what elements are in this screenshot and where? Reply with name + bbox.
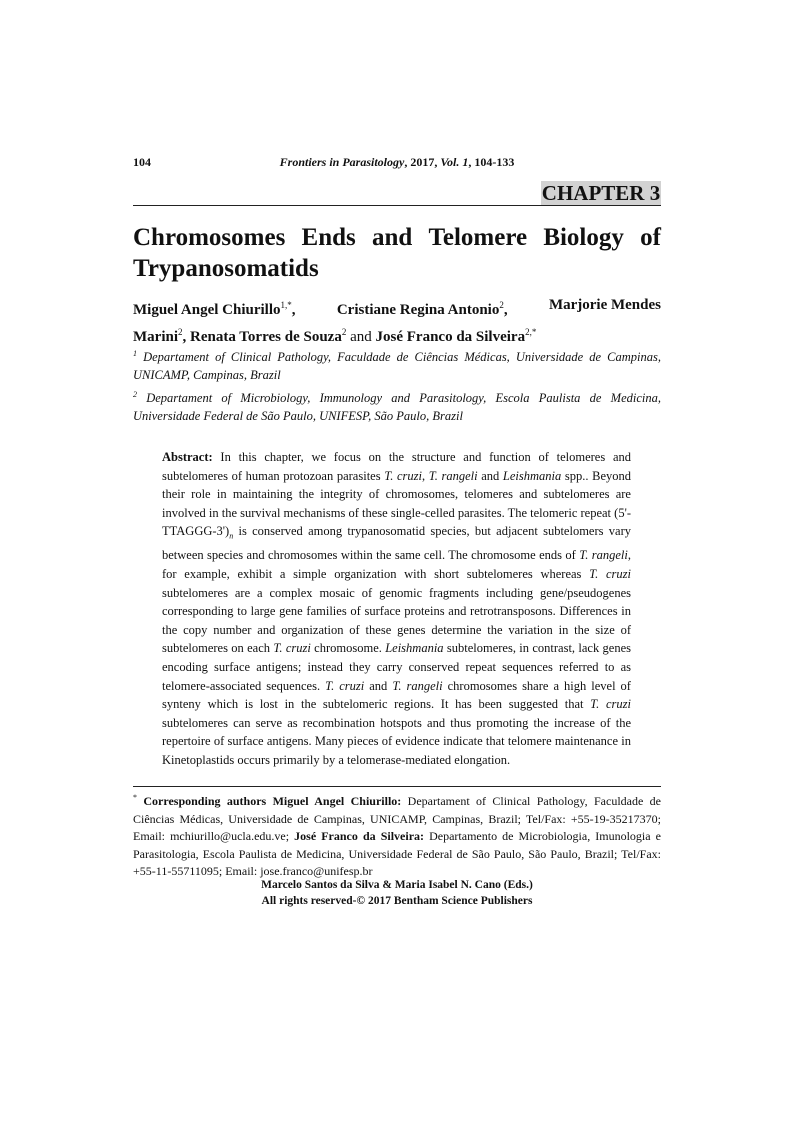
author-last-part: Marini — [133, 329, 178, 345]
author: José Franco da Silveira — [375, 329, 526, 345]
title-line-2: Trypanosomatids — [133, 255, 319, 282]
author-list — [133, 294, 661, 348]
journal-name: Frontiers in Parasitology — [279, 155, 405, 169]
author-first-part: Marjorie Mendes — [548, 297, 661, 313]
editors-line: Marcelo Santos da Silva & Maria Isabel N. Cano (Eds.) — [261, 879, 533, 891]
chapter-label: CHAPTER 3 — [541, 181, 661, 205]
journal-citation: Frontiers in Parasitology, 2017, Vol. 1, 104-133 — [279, 155, 515, 169]
footnote-rule — [133, 786, 661, 787]
journal-pages: , 104-133 — [468, 155, 515, 169]
abstract-label: Abstract: — [162, 450, 213, 464]
author: Miguel Angel Chiurillo$^{1,*}$, — [133, 300, 296, 318]
title-word: and — [371, 224, 413, 251]
rights-line: All rights reserved-© 2017 Bentham Science Publishers — [261, 895, 533, 907]
title-line-1 — [133, 222, 661, 253]
author: Cristiane Regina Antonio$^2$, — [336, 300, 508, 318]
running-header — [133, 155, 661, 171]
title-word: Ends — [301, 224, 356, 251]
header-rule — [133, 205, 661, 206]
page-number: 104 — [133, 155, 151, 169]
publisher-info — [133, 877, 661, 909]
title-word: Biology — [543, 224, 624, 251]
corresponding-author-footnote: * Corresponding authors Miguel Angel Chiurillo: Departament of Clinical Pathology, Faculdade de Ciências Médicas, Universidade de Campinas, UNICAMP, Campinas, Brazil; Tel/Fax: +55-19-35217370; Email: mchiurillo@ucla.edu.ve; José Franco da Silveira: Departamento de Microbiologia, Imunologia e Parasitologia, Escola Paulista de Medicina, Universidade Federal de São Paulo, São Paulo, Brazil; Tel/Fax: +55-11-55711095; Email: jose.franco@unifesp.br — [133, 793, 661, 879]
author: Renata Torres de Souza — [190, 329, 342, 345]
journal-volume: Vol. 1 — [440, 155, 469, 169]
affiliation-2: $^2$ Departament of Microbiology, Immunology and Parasitology, Escola Paulista de Medicina, Universidade Federal de São Paulo, UNIFESP, São Paulo, Brazil — [133, 390, 661, 424]
title-word: Chromosomes — [133, 224, 286, 251]
journal-year: 2017 — [410, 155, 435, 169]
affiliation-1: $^1$ Departament of Clinical Pathology, Faculdade de Ciências Médicas, Universidade de Campinas, UNICAMP, Campinas, Brazil — [133, 349, 661, 383]
title-word: Telomere — [428, 224, 528, 251]
title-word: of — [640, 224, 661, 251]
chapter-title — [133, 222, 661, 284]
authors-line-2: Marini$^2$, Renata Torres de Souza$^2$ and José Franco da Silveira$^{2,*}$ — [133, 327, 537, 345]
abstract: Abstract: In this chapter, we focus on the structure and function of telomeres and subtelomeres of human protozoan parasites T. cruzi, T. rangeli and Leishmania spp.. Beyond their role in maintaining the integrity of chromosomes, telomeres and subtelomeres are involved in the survival mechanisms of these single-celled parasites. The telomeric repeat $(5'-TTAGGG-3')_n$ is conserved among trypanosomatid species, but adjacent subtelomers vary between species and chromosomes within the same cell. The chromosome ends of T. rangeli, for example, exhibit a simple organization with short subtelomeres whereas T. cruzi subtelomeres are a complex mosaic of genomic fragments including gene/pseudogenes corresponding to large gene families of surface proteins and retrotransposons. Differences in the copy number and organization of these genes determine the variation in the size of subtelomeres on each T. cruzi chromosome. Leishmania subtelomeres, in contrast, lack genes encoding surface antigens; instead they carry conserved repeat sequences referred to as telomere-associated sequences. T. cruzi and T. rangeli chromosomes share a high level of synteny which is lost in the subtelomeric regions. It has been suggested that T. cruzi subtelomeres can serve as recombination hotspots and thus promoting the increase of the repertoire of surface antigens. Many pieces of evidence indicate that telomere maintenance in Kinetoplastids occurs primarily by a telomerase-mediated elongation. — [162, 450, 632, 767]
authors-line-1 — [133, 294, 661, 321]
